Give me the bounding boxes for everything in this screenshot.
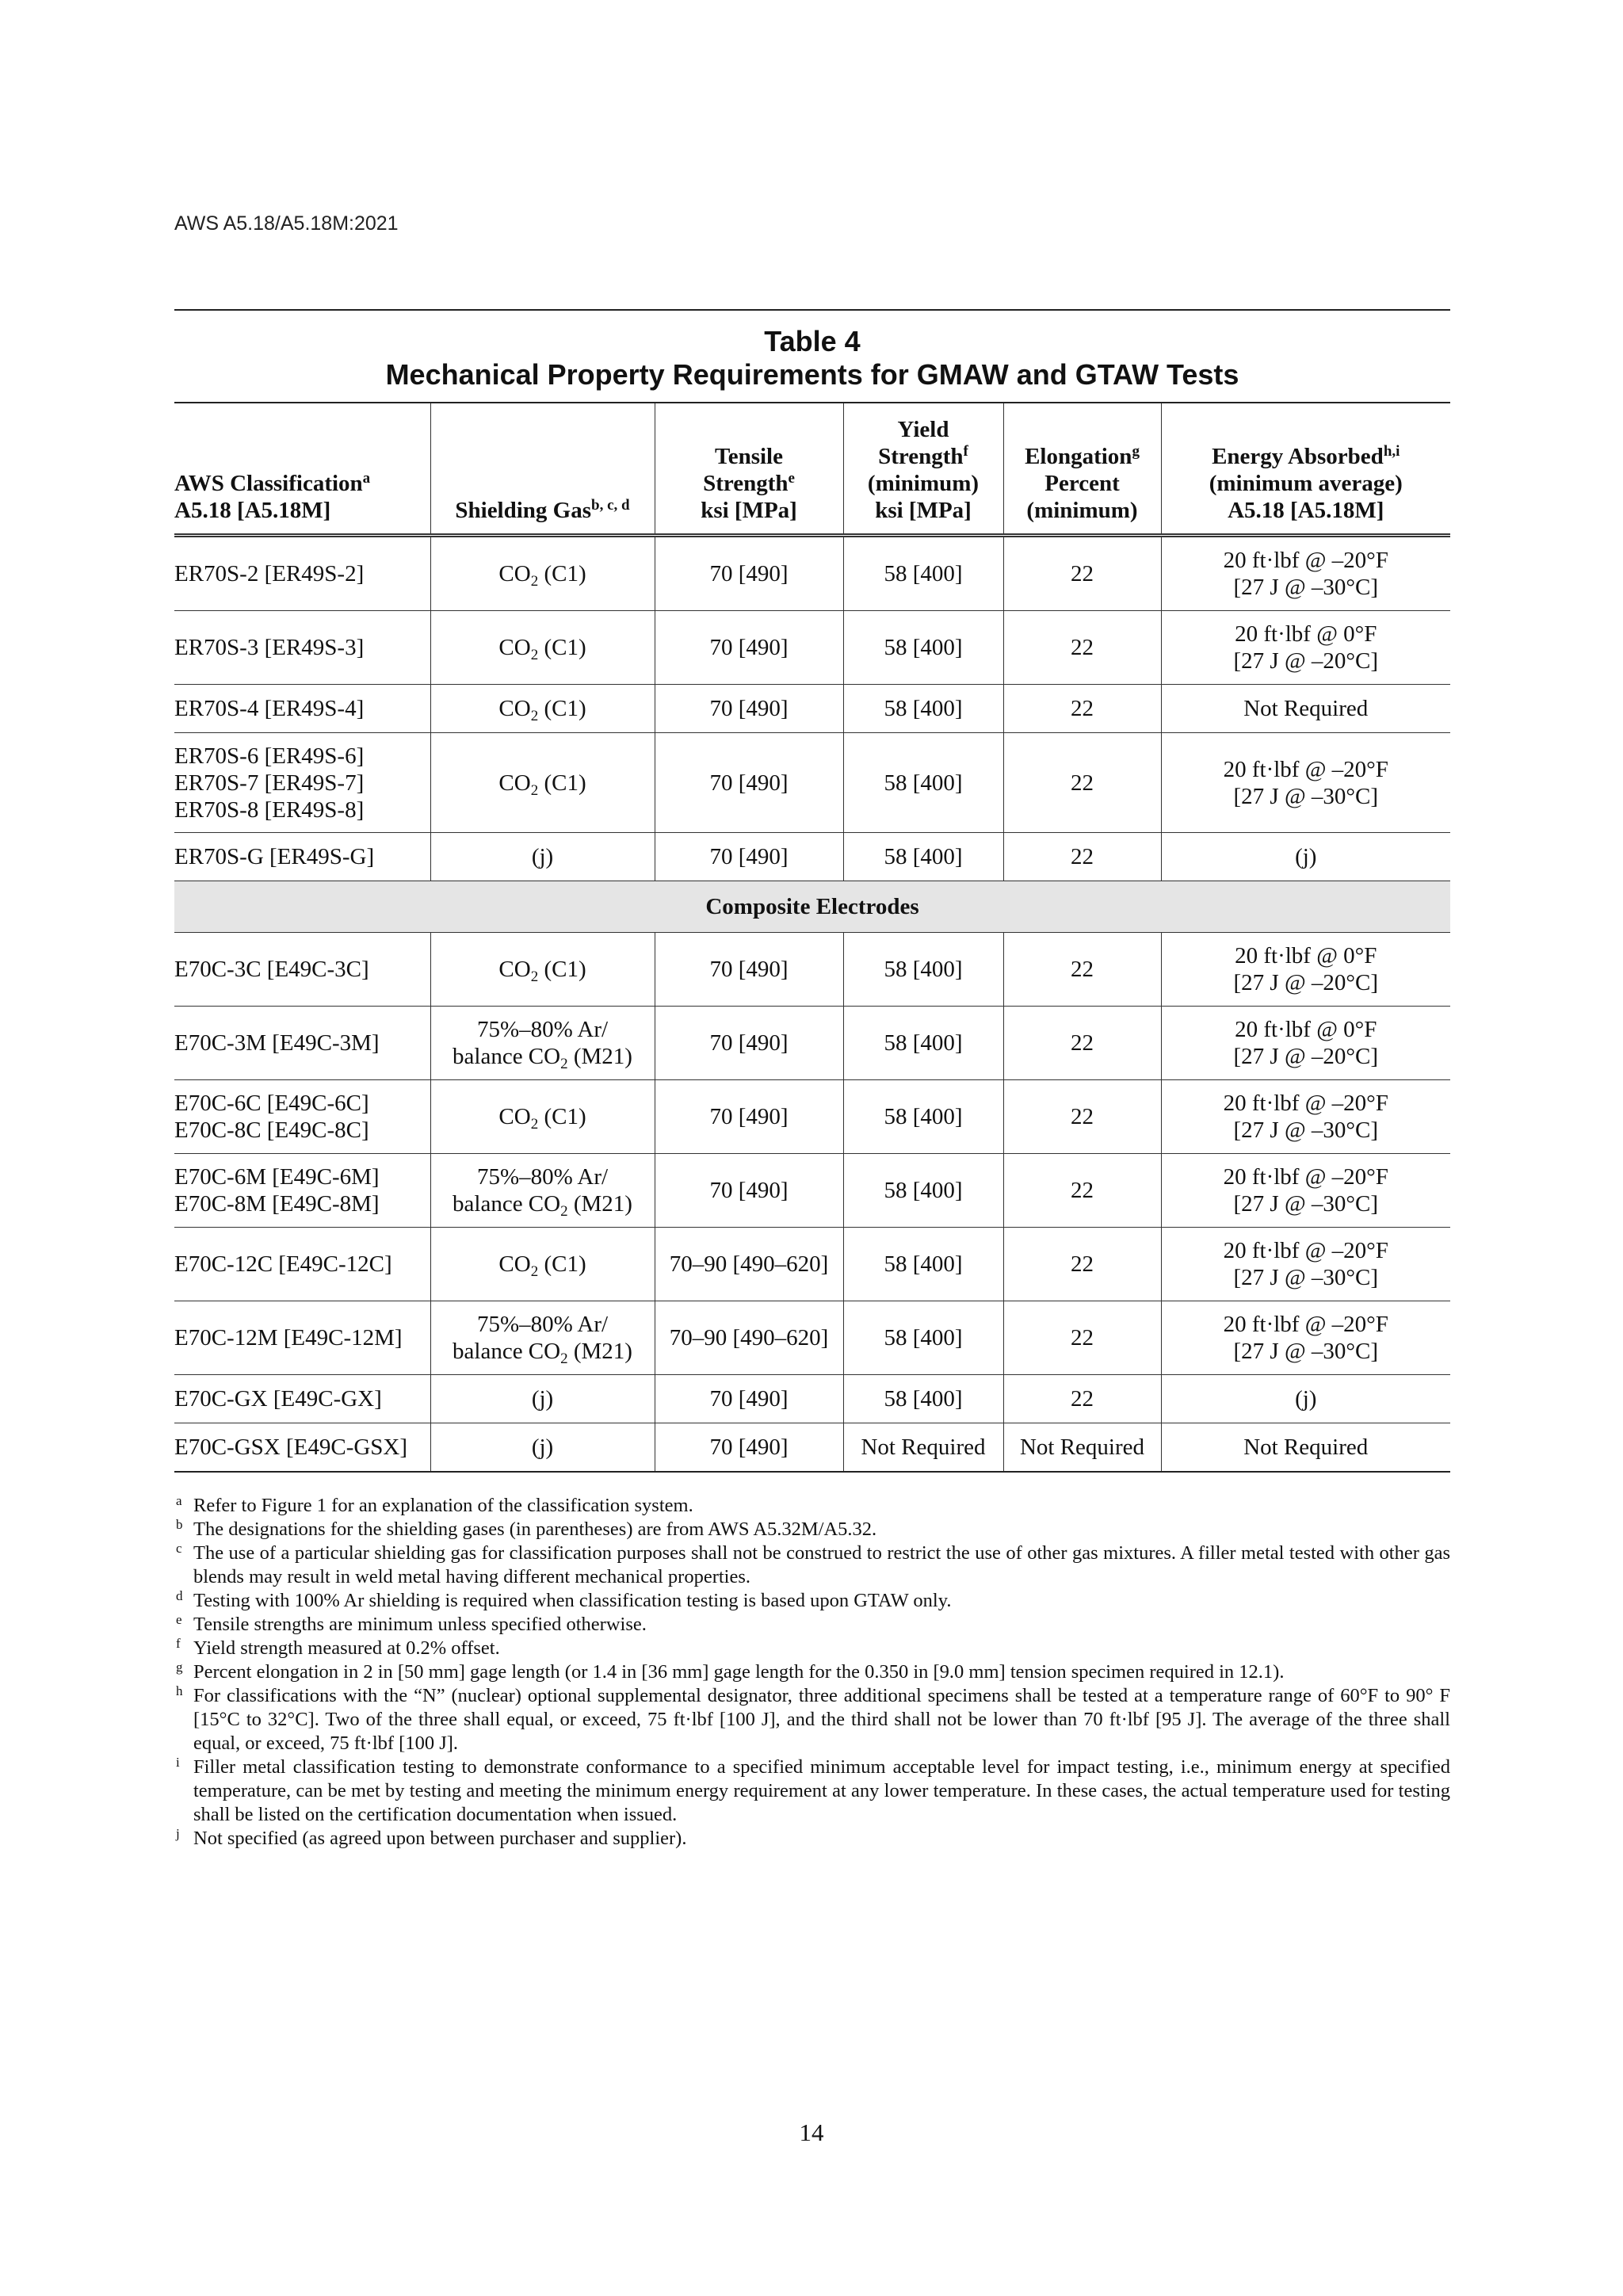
cell-classification: E70C-GSX [E49C-GSX]: [174, 1435, 408, 1460]
col-header-yield: Yield Strength$^f$ (minimum) ksi [MPa]: [843, 403, 1003, 536]
cell-yield: 58 [400]: [843, 1080, 1003, 1154]
footnote: c The use of a particular shielding gas for classification purposes shall not be construed to restrict the use of other gas mixtures. A filler metal tested with other gas blends may result in weld metal having different mechanical properties.: [176, 1541, 1450, 1587]
cell-classification: ER70S-3 [ER49S-3]: [174, 635, 365, 660]
cell-energy: 20 ft·lbf @ 0°F [27 J @ –20°C]: [1161, 933, 1450, 1007]
cell-tensile: 70 [490]: [655, 1154, 843, 1228]
cell-gas: $CO_2$ (C1): [430, 733, 655, 833]
footnote: g Percent elongation in 2 in [50 mm] gage length (or 1.4 in [36 mm] gage length for the 0.350 in [9.0 mm] tension specimen required in 12.1).: [176, 1660, 1285, 1683]
section-header-row: [174, 881, 1450, 933]
cell-energy: 20 ft·lbf @ 0°F [27 J @ –20°C]: [1161, 1007, 1450, 1080]
table-row: [174, 611, 1450, 685]
cell-elongation: 22: [1003, 1007, 1161, 1080]
table-caption: Mechanical Property Requirements for GMAW and GTAW Tests: [385, 358, 1239, 391]
cell-gas: 75%–80% Ar/ balance $CO_2$ (M21): [430, 1301, 655, 1375]
table-header-row: [174, 403, 1450, 536]
cell-yield: 58 [400]: [843, 933, 1003, 1007]
cell-yield: 58 [400]: [843, 1375, 1003, 1423]
cell-classification: E70C-6M [E49C-6M] E70C-8M [E49C-8M]: [174, 1164, 380, 1217]
footnotes: [174, 1494, 1450, 1851]
cell-yield: 58 [400]: [843, 685, 1003, 733]
cell-classification: ER70S-6 [ER49S-6] ER70S-7 [ER49S-7] ER70S-8 [ER49S-8]: [174, 743, 365, 823]
cell-energy: 20 ft·lbf @ –20°F [27 J @ –30°C]: [1161, 1080, 1450, 1154]
cell-tensile: 70–90 [490–620]: [655, 1301, 843, 1375]
title-top-rule: [174, 309, 1450, 311]
cell-yield: 58 [400]: [843, 611, 1003, 685]
cell-yield: 58 [400]: [843, 1007, 1003, 1080]
cell-elongation: 22: [1003, 1154, 1161, 1228]
cell-tensile: 70 [490]: [655, 833, 843, 881]
cell-classification: E70C-3C [E49C-3C]: [174, 957, 369, 982]
footnote: h For classifications with the “N” (nuclear) optional supplemental designator, three additional specimens shall be tested at a temperature range of 60°F to 90° F [15°C to 32°C]. Two of the three shall equal, or exceed, 75 ft·lbf [100 J], and the third shall not be lower than 70 ft·lbf [95 J]. The average of the three shall equal, or exceed, 75 ft·lbf [100 J].: [176, 1683, 1450, 1754]
cell-yield: 58 [400]: [843, 1228, 1003, 1301]
cell-gas: $CO_2$ (C1): [430, 1228, 655, 1301]
cell-yield: Not Required: [843, 1423, 1003, 1473]
cell-gas: $CO_2$ (C1): [430, 611, 655, 685]
table-row: [174, 933, 1450, 1007]
cell-energy: 20 ft·lbf @ –20°F [27 J @ –30°C]: [1161, 733, 1450, 833]
cell-tensile: 70 [490]: [655, 685, 843, 733]
footnote: a Refer to Figure 1 for an explanation of the classification system.: [176, 1493, 693, 1516]
cell-elongation: 22: [1003, 933, 1161, 1007]
footnote: f Yield strength measured at 0.2% offset.: [176, 1636, 500, 1659]
table-row: [174, 733, 1450, 833]
cell-energy: 20 ft·lbf @ 0°F [27 J @ –20°C]: [1161, 611, 1450, 685]
cell-classification: E70C-3M [E49C-3M]: [174, 1030, 380, 1056]
cell-elongation: 22: [1003, 833, 1161, 881]
cell-energy: Not Required: [1161, 685, 1450, 733]
footnote: d Testing with 100% Ar shielding is required when classification testing is based upon GTAW only.: [176, 1588, 952, 1611]
cell-classification: E70C-12C [E49C-12C]: [174, 1251, 392, 1277]
cell-elongation: 22: [1003, 685, 1161, 733]
cell-classification: ER70S-G [ER49S-G]: [174, 844, 375, 869]
footnote: j Not specified (as agreed upon between purchaser and supplier).: [176, 1826, 687, 1849]
cell-classification: E70C-12M [E49C-12M]: [174, 1325, 403, 1350]
cell-yield: 58 [400]: [843, 1301, 1003, 1375]
cell-elongation: 22: [1003, 1301, 1161, 1375]
cell-elongation: 22: [1003, 536, 1161, 611]
footnote: e Tensile strengths are minimum unless specified otherwise.: [176, 1612, 647, 1635]
cell-yield: 58 [400]: [843, 833, 1003, 881]
cell-yield: 58 [400]: [843, 733, 1003, 833]
mechanical-properties-table: [174, 403, 1450, 1473]
cell-classification: E70C-6C [E49C-6C] E70C-8C [E49C-8C]: [174, 1091, 369, 1143]
cell-elongation: 22: [1003, 1080, 1161, 1154]
cell-gas: (j): [430, 1375, 655, 1423]
cell-gas: $CO_2$ (C1): [430, 1080, 655, 1154]
cell-tensile: 70 [490]: [655, 1080, 843, 1154]
cell-energy: (j): [1161, 833, 1450, 881]
table-row: [174, 685, 1450, 733]
cell-classification: ER70S-4 [ER49S-4]: [174, 696, 365, 721]
cell-gas: (j): [430, 833, 655, 881]
cell-tensile: 70 [490]: [655, 733, 843, 833]
table-row: [174, 536, 1450, 611]
cell-elongation: 22: [1003, 611, 1161, 685]
cell-elongation: 22: [1003, 1228, 1161, 1301]
cell-elongation: 22: [1003, 733, 1161, 833]
col-header-energy: Energy Absorbed$^{h,i}$ (minimum average) A5.18 [A5.18M]: [1161, 403, 1450, 536]
col-header-elongation: Elongation$^g$ Percent (minimum): [1003, 403, 1161, 536]
cell-tensile: 70 [490]: [655, 611, 843, 685]
table-row: [174, 1375, 1450, 1423]
cell-gas: $CO_2$ (C1): [430, 685, 655, 733]
cell-energy: 20 ft·lbf @ –20°F [27 J @ –30°C]: [1161, 1154, 1450, 1228]
cell-yield: 58 [400]: [843, 1154, 1003, 1228]
cell-tensile: 70 [490]: [655, 933, 843, 1007]
cell-elongation: 22: [1003, 1375, 1161, 1423]
cell-tensile: 70 [490]: [655, 1375, 843, 1423]
cell-tensile: 70 [490]: [655, 536, 843, 611]
cell-energy: 20 ft·lbf @ –20°F [27 J @ –30°C]: [1161, 1301, 1450, 1375]
col-header-classification: AWS Classification$^a$ A5.18 [A5.18M]: [174, 470, 371, 523]
cell-classification: E70C-GX [E49C-GX]: [174, 1386, 382, 1412]
cell-energy: 20 ft·lbf @ –20°F [27 J @ –30°C]: [1161, 536, 1450, 611]
table-row: [174, 1423, 1450, 1473]
cell-gas: $CO_2$ (C1): [430, 536, 655, 611]
table-row: [174, 1228, 1450, 1301]
cell-tensile: 70 [490]: [655, 1423, 843, 1473]
cell-energy: (j): [1161, 1375, 1450, 1423]
footnote: i Filler metal classification testing to demonstrate conformance to a specified minimum acceptable level for impact testing, i.e., minimum energy at specified temperature, can be met by testing and meeting the minimum energy requirement at any lower temperature. In these cases, the actual temperature used for testing shall be listed on the certification documentation when issued.: [176, 1755, 1450, 1825]
page-number: 14: [799, 2118, 824, 2146]
col-header-shielding-gas: Shielding Gas$^{b, c, d}$: [430, 403, 655, 536]
col-header-tensile: Tensile Strength$^e$ ksi [MPa]: [655, 403, 843, 536]
cell-classification: ER70S-2 [ER49S-2]: [174, 561, 365, 586]
table-row: [174, 1154, 1450, 1228]
cell-yield: 58 [400]: [843, 536, 1003, 611]
cell-elongation: Not Required: [1003, 1423, 1161, 1473]
table-row: [174, 1007, 1450, 1080]
document-header: AWS A5.18/A5.18M:2021: [174, 212, 399, 235]
cell-energy: Not Required: [1161, 1423, 1450, 1473]
section-header-composite: Composite Electrodes: [174, 881, 1450, 933]
cell-tensile: 70 [490]: [655, 1007, 843, 1080]
cell-gas: 75%–80% Ar/ balance $CO_2$ (M21): [430, 1007, 655, 1080]
footnote: b The designations for the shielding gases (in parentheses) are from AWS A5.32M/A5.32.: [176, 1517, 877, 1540]
table-row: [174, 1080, 1450, 1154]
table-number: Table 4: [764, 325, 861, 357]
table-row: [174, 1301, 1450, 1375]
table-row: [174, 833, 1450, 881]
cell-energy: 20 ft·lbf @ –20°F [27 J @ –30°C]: [1161, 1228, 1450, 1301]
cell-gas: 75%–80% Ar/ balance $CO_2$ (M21): [430, 1154, 655, 1228]
cell-gas: $CO_2$ (C1): [430, 933, 655, 1007]
cell-tensile: 70–90 [490–620]: [655, 1228, 843, 1301]
cell-gas: (j): [430, 1423, 655, 1473]
